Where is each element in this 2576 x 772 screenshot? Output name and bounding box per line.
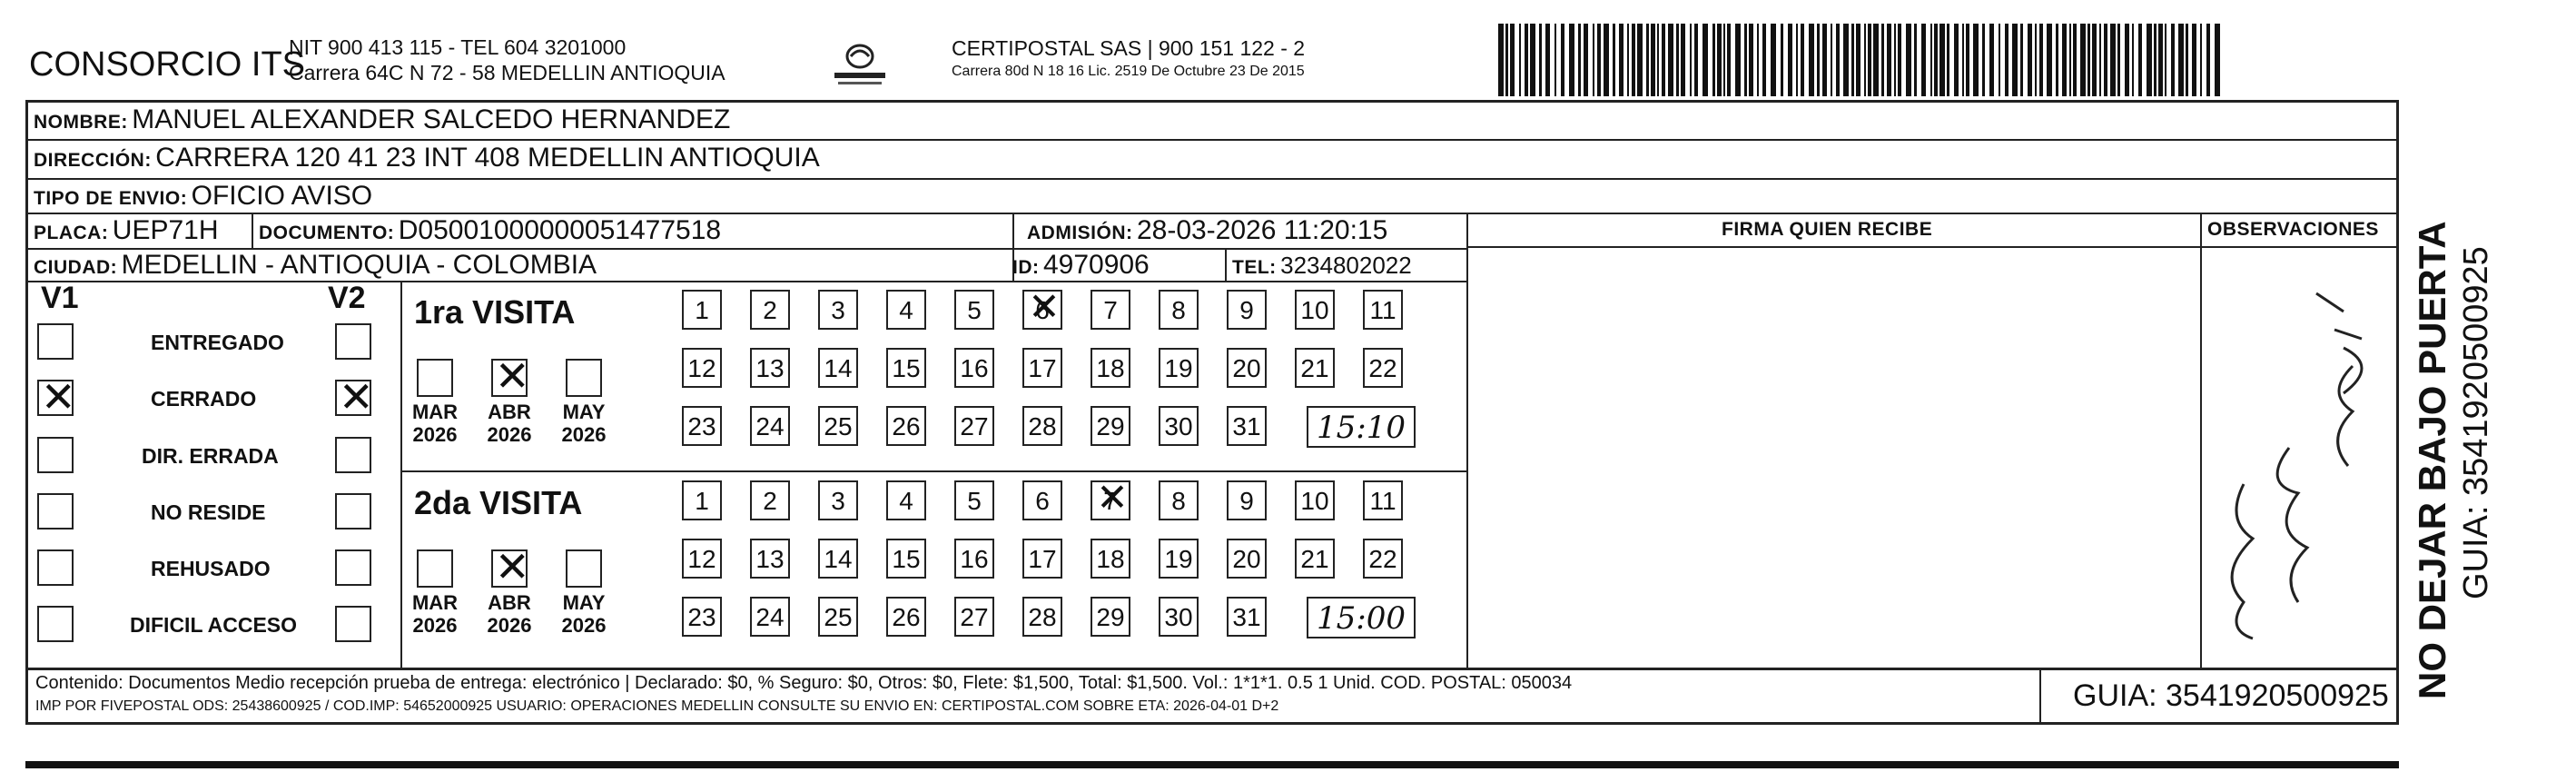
day-box[interactable]: 2 [750,290,790,330]
day-box[interactable]: 13 [750,348,790,388]
tel-value: 3234802022 [1280,252,1412,279]
day-box[interactable]: 23 [682,406,722,446]
day-box[interactable]: 11 [1363,290,1403,330]
tipo-row [34,181,372,212]
v1-checkbox[interactable] [37,606,74,642]
v2-label: V2 [328,281,366,315]
certi-line1: CERTIPOSTAL SAS | 900 151 122 - 2 [952,36,1306,60]
v1-checkbox[interactable] [37,372,76,421]
day-box[interactable]: 19 [1159,348,1199,388]
day-box[interactable]: 19 [1159,539,1199,579]
placa-label: PLACA: [34,223,109,243]
state-label: DIFICIL ACCESO [130,613,298,637]
month-checkbox[interactable] [491,351,530,401]
day-box[interactable]: 16 [954,348,994,388]
delivery-form [25,100,2399,725]
day-box[interactable]: 14 [818,348,858,388]
tel-label: TEL: [1232,257,1277,278]
day-box[interactable]: 28 [1022,597,1062,637]
v2-checkbox[interactable] [335,437,371,473]
day-box[interactable]: 12 [682,348,722,388]
ciudad-value: MEDELLIN - ANTIOQUIA - COLOMBIA [121,250,597,280]
company-name: CONSORCIO ITS [29,45,306,84]
day-box[interactable]: 29 [1091,597,1130,637]
day-box[interactable]: 4 [886,480,926,520]
day-box[interactable]: 24 [750,406,790,446]
day-box[interactable]: 1 [682,290,722,330]
x-mark: ✕ [495,351,530,401]
no-dejar-text: NO DEJAR BAJO PUERTA [2411,221,2453,699]
certi-line2: Carrera 80d N 18 16 Lic. 2519 De Octubre 23 De 2015 [952,64,1305,79]
day-box[interactable]: 14 [818,539,858,579]
month-label: ABR 2026 [487,401,532,446]
signature [2207,257,2389,657]
admision-label: ADMISIÓN: [1027,223,1133,243]
day-box[interactable]: 16 [954,539,994,579]
visit-title: 1ra VISITA [414,293,576,331]
v1-label: V1 [41,281,79,315]
day-box[interactable]: 3 [818,480,858,520]
tipo-value: OFICIO AVISO [191,181,373,211]
certipostal-info [952,36,1305,84]
nombre-value: MANUEL ALEXANDER SALCEDO HERNANDEZ [132,104,731,134]
direccion-row [34,143,820,173]
ciudad-label: CIUDAD: [34,257,118,278]
day-box[interactable]: 2 [750,480,790,520]
id-label: ID: [1012,257,1040,278]
day-box[interactable]: 30 [1159,597,1199,637]
day-box[interactable]: 8 [1159,480,1199,520]
day-box[interactable]: 3 [818,290,858,330]
state-label: REHUSADO [151,557,271,580]
month-label: MAY 2026 [561,401,607,446]
placa-cell [34,215,219,246]
month-label: MAR 2026 [411,591,459,637]
day-box[interactable]: 12 [682,539,722,579]
barcode [1498,24,2225,96]
ciudad-cell [34,250,597,281]
month-checkbox[interactable] [491,542,530,591]
day-box[interactable]: 20 [1227,539,1267,579]
tel-cell [1232,252,1412,280]
day-box[interactable]: 1 [682,480,722,520]
nit-line: NIT 900 413 115 - TEL 604 3201000 [289,35,627,59]
hour-box[interactable]: 15:00 [1307,597,1416,638]
hour-box[interactable]: 15:10 [1307,406,1416,448]
visit-title: 2da VISITA [414,484,583,521]
v2-checkbox[interactable] [335,323,371,360]
side-guia-text: GUIA: 3541920500925 [2457,246,2495,599]
day-box[interactable]: 21 [1295,348,1335,388]
imp-text: IMP POR FIVEPOSTAL ODS: 25438600925 / COD.IMP: 54652000925 USUARIO: OPERACIONES MEDELLIN CONSULTE SU ENVIO EN: CERTIPOSTAL.COM SOBRE ETA: 2026-04-01 D+2 [35,698,1279,714]
day-box[interactable]: 4 [886,290,926,330]
day-box[interactable]: 20 [1227,348,1267,388]
day-box[interactable]: 6 ✕ [1022,290,1062,330]
v1-checkbox[interactable] [37,549,74,586]
contenido-text: Contenido: Documentos Medio recepción prueba de entrega: electrónico | Declarado: $0, % Seguro: $0, Otros: $0, Flete: $1,500, Total: $1,500. Vol.: 1*1*1. 0.5 1 Unid. COD. POSTAL: 050034 [35,673,1573,693]
day-box[interactable]: 18 [1091,348,1130,388]
month-checkbox[interactable] [566,549,602,588]
state-label: CERRADO [151,387,257,411]
month-label: ABR 2026 [487,591,532,637]
v1-checkbox[interactable] [37,493,74,530]
v2-checkbox[interactable] [335,493,371,530]
day-box[interactable]: 17 [1022,348,1062,388]
day-box[interactable]: 22 [1363,348,1403,388]
documento-value: D05001000000051477518 [398,215,722,245]
day-box[interactable]: 10 [1295,290,1335,330]
v2-checkbox[interactable] [335,606,371,642]
observaciones-header: OBSERVACIONES [2207,219,2379,240]
day-box[interactable]: 30 [1159,406,1199,446]
day-box[interactable]: 9 [1227,480,1267,520]
day-box[interactable]: 11 [1363,480,1403,520]
day-box[interactable]: 18 [1091,539,1130,579]
v2-checkbox[interactable] [335,372,374,421]
admision-cell [1027,215,1387,246]
day-box[interactable]: 31 [1227,406,1267,446]
v2-checkbox[interactable] [335,549,371,586]
state-label: DIR. ERRADA [142,444,279,468]
day-box[interactable]: 25 [818,597,858,637]
day-box[interactable]: 26 [886,406,926,446]
firma-header: FIRMA QUIEN RECIBE [1722,219,1933,240]
day-box[interactable]: 22 [1363,539,1403,579]
address-line: Carrera 64C N 72 - 58 MEDELLIN ANTIOQUIA [289,61,725,84]
day-box[interactable]: 28 [1022,406,1062,446]
month-checkbox[interactable] [417,359,453,397]
nombre-row [34,104,730,135]
day-box[interactable]: 9 [1227,290,1267,330]
x-mark: ✕ [339,372,374,421]
month-checkbox[interactable] [566,359,602,397]
day-box[interactable]: 10 [1295,480,1335,520]
placa-value: UEP71H [112,215,219,245]
documento-label: DOCUMENTO: [259,223,395,243]
month-label: MAR 2026 [411,401,459,446]
state-label: ENTREGADO [151,331,284,354]
certipostal-logo [831,36,889,93]
admision-value: 28-03-2026 11:20:15 [1136,215,1388,245]
guia-footer: GUIA: 3541920500925 [2073,678,2389,713]
month-checkbox[interactable] [417,549,453,588]
day-box[interactable]: 29 [1091,406,1130,446]
day-box[interactable]: 27 [954,406,994,446]
month-label: MAY 2026 [561,591,607,637]
v1-checkbox[interactable] [37,437,74,473]
day-box[interactable]: 24 [750,597,790,637]
day-box[interactable]: 23 [682,597,722,637]
v1-checkbox[interactable] [37,323,74,360]
day-box[interactable]: 21 [1295,539,1335,579]
day-box[interactable]: 17 [1022,539,1062,579]
id-cell [1012,250,1150,281]
x-mark: ✕ [41,372,76,421]
tipo-label: TIPO DE ENVIO: [34,188,188,209]
day-box[interactable]: 27 [954,597,994,637]
company-info [289,35,725,85]
day-box[interactable]: 13 [750,539,790,579]
documento-cell [259,215,721,246]
day-box[interactable]: 25 [818,406,858,446]
day-box[interactable]: 7 ✕ [1091,480,1130,520]
day-box[interactable]: 6 [1022,480,1062,520]
bottom-bar [25,761,2399,768]
day-box[interactable]: 31 [1227,597,1267,637]
direccion-label: DIRECCIÓN: [34,150,152,171]
day-box[interactable]: 8 [1159,290,1199,330]
day-box[interactable]: 7 [1091,290,1130,330]
direccion-value: CARRERA 120 41 23 INT 408 MEDELLIN ANTIOQUIA [155,143,820,173]
state-label: NO RESIDE [151,500,266,524]
day-box[interactable]: 15 [886,348,926,388]
nombre-label: NOMBRE: [34,112,128,133]
day-box[interactable]: 5 [954,480,994,520]
day-box[interactable]: 15 [886,539,926,579]
day-box[interactable]: 26 [886,597,926,637]
day-box[interactable]: 5 [954,290,994,330]
id-value: 4970906 [1042,250,1150,280]
x-mark: ✕ [495,542,530,591]
